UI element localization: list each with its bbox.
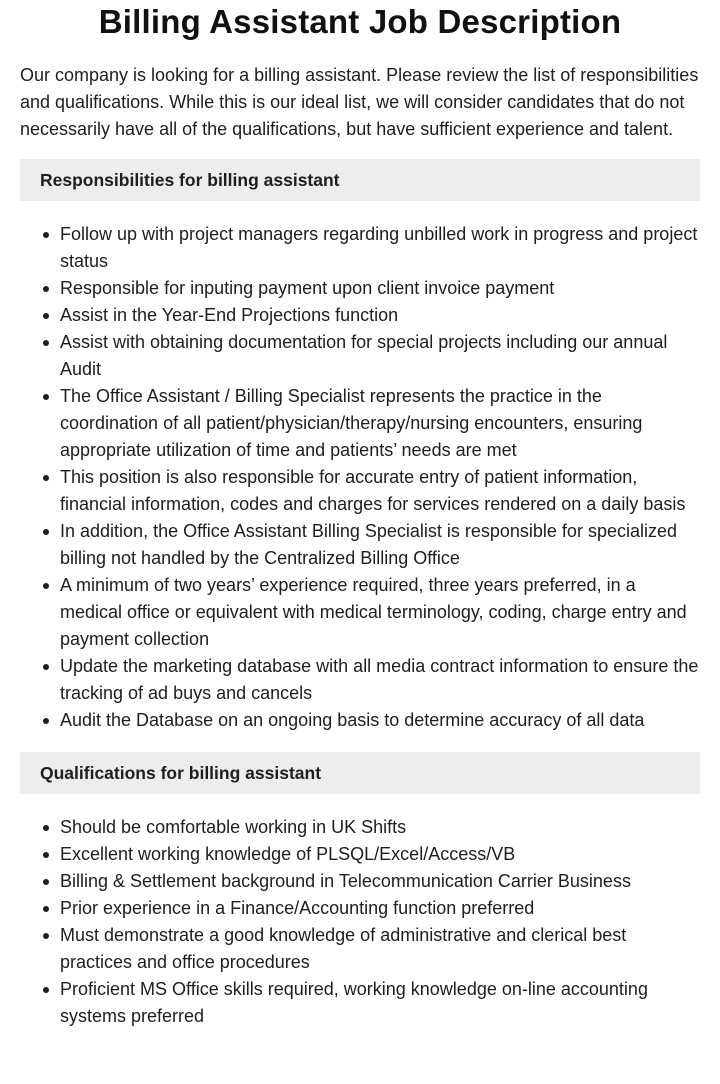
- list-item: Prior experience in a Finance/Accounting function preferred: [60, 895, 700, 922]
- list-item: Proficient MS Office skills required, working knowledge on-line accounting systems preferred: [60, 976, 700, 1030]
- qualifications-list: [20, 814, 700, 1030]
- list-item: The Office Assistant / Billing Specialist represents the practice in the coordination of all patient/physician/therapy/nursing encounters, ensuring appropriate utilization of time and patients’ needs are met: [60, 383, 700, 464]
- list-item: Follow up with project managers regarding unbilled work in progress and project status: [60, 221, 700, 275]
- responsibilities-list: [20, 221, 700, 734]
- list-item: Assist in the Year-End Projections function: [60, 302, 700, 329]
- qualifications-heading: Qualifications for billing assistant: [20, 752, 700, 794]
- list-item: Audit the Database on an ongoing basis to determine accuracy of all data: [60, 707, 700, 734]
- list-item: Responsible for inputing payment upon client invoice payment: [60, 275, 700, 302]
- list-item: Assist with obtaining documentation for special projects including our annual Audit: [60, 329, 700, 383]
- intro-paragraph: Our company is looking for a billing assistant. Please review the list of responsibilities and qualifications. While this is our ideal list, we will consider candidates that do not necessarily have all of the qualifications, but have sufficient experience and talent.: [20, 65, 699, 139]
- page-title: Billing Assistant Job Description: [98, 3, 622, 40]
- list-item: A minimum of two years’ experience required, three years preferred, in a medical office or equivalent with medical terminology, coding, charge entry and payment collection: [60, 572, 700, 653]
- list-item: Excellent working knowledge of PLSQL/Excel/Access/VB: [60, 841, 700, 868]
- responsibilities-heading: Responsibilities for billing assistant: [20, 159, 700, 201]
- list-item: Update the marketing database with all media contract information to ensure the tracking of ad buys and cancels: [60, 653, 700, 707]
- list-item: Must demonstrate a good knowledge of administrative and clerical best practices and office procedures: [60, 922, 700, 976]
- list-item: In addition, the Office Assistant Billing Specialist is responsible for specialized billing not handled by the Centralized Billing Office: [60, 518, 700, 572]
- list-item: Billing & Settlement background in Telecommunication Carrier Business: [60, 868, 700, 895]
- list-item: Should be comfortable working in UK Shifts: [60, 814, 700, 841]
- list-item: This position is also responsible for accurate entry of patient information, financial information, codes and charges for services rendered on a daily basis: [60, 464, 700, 518]
